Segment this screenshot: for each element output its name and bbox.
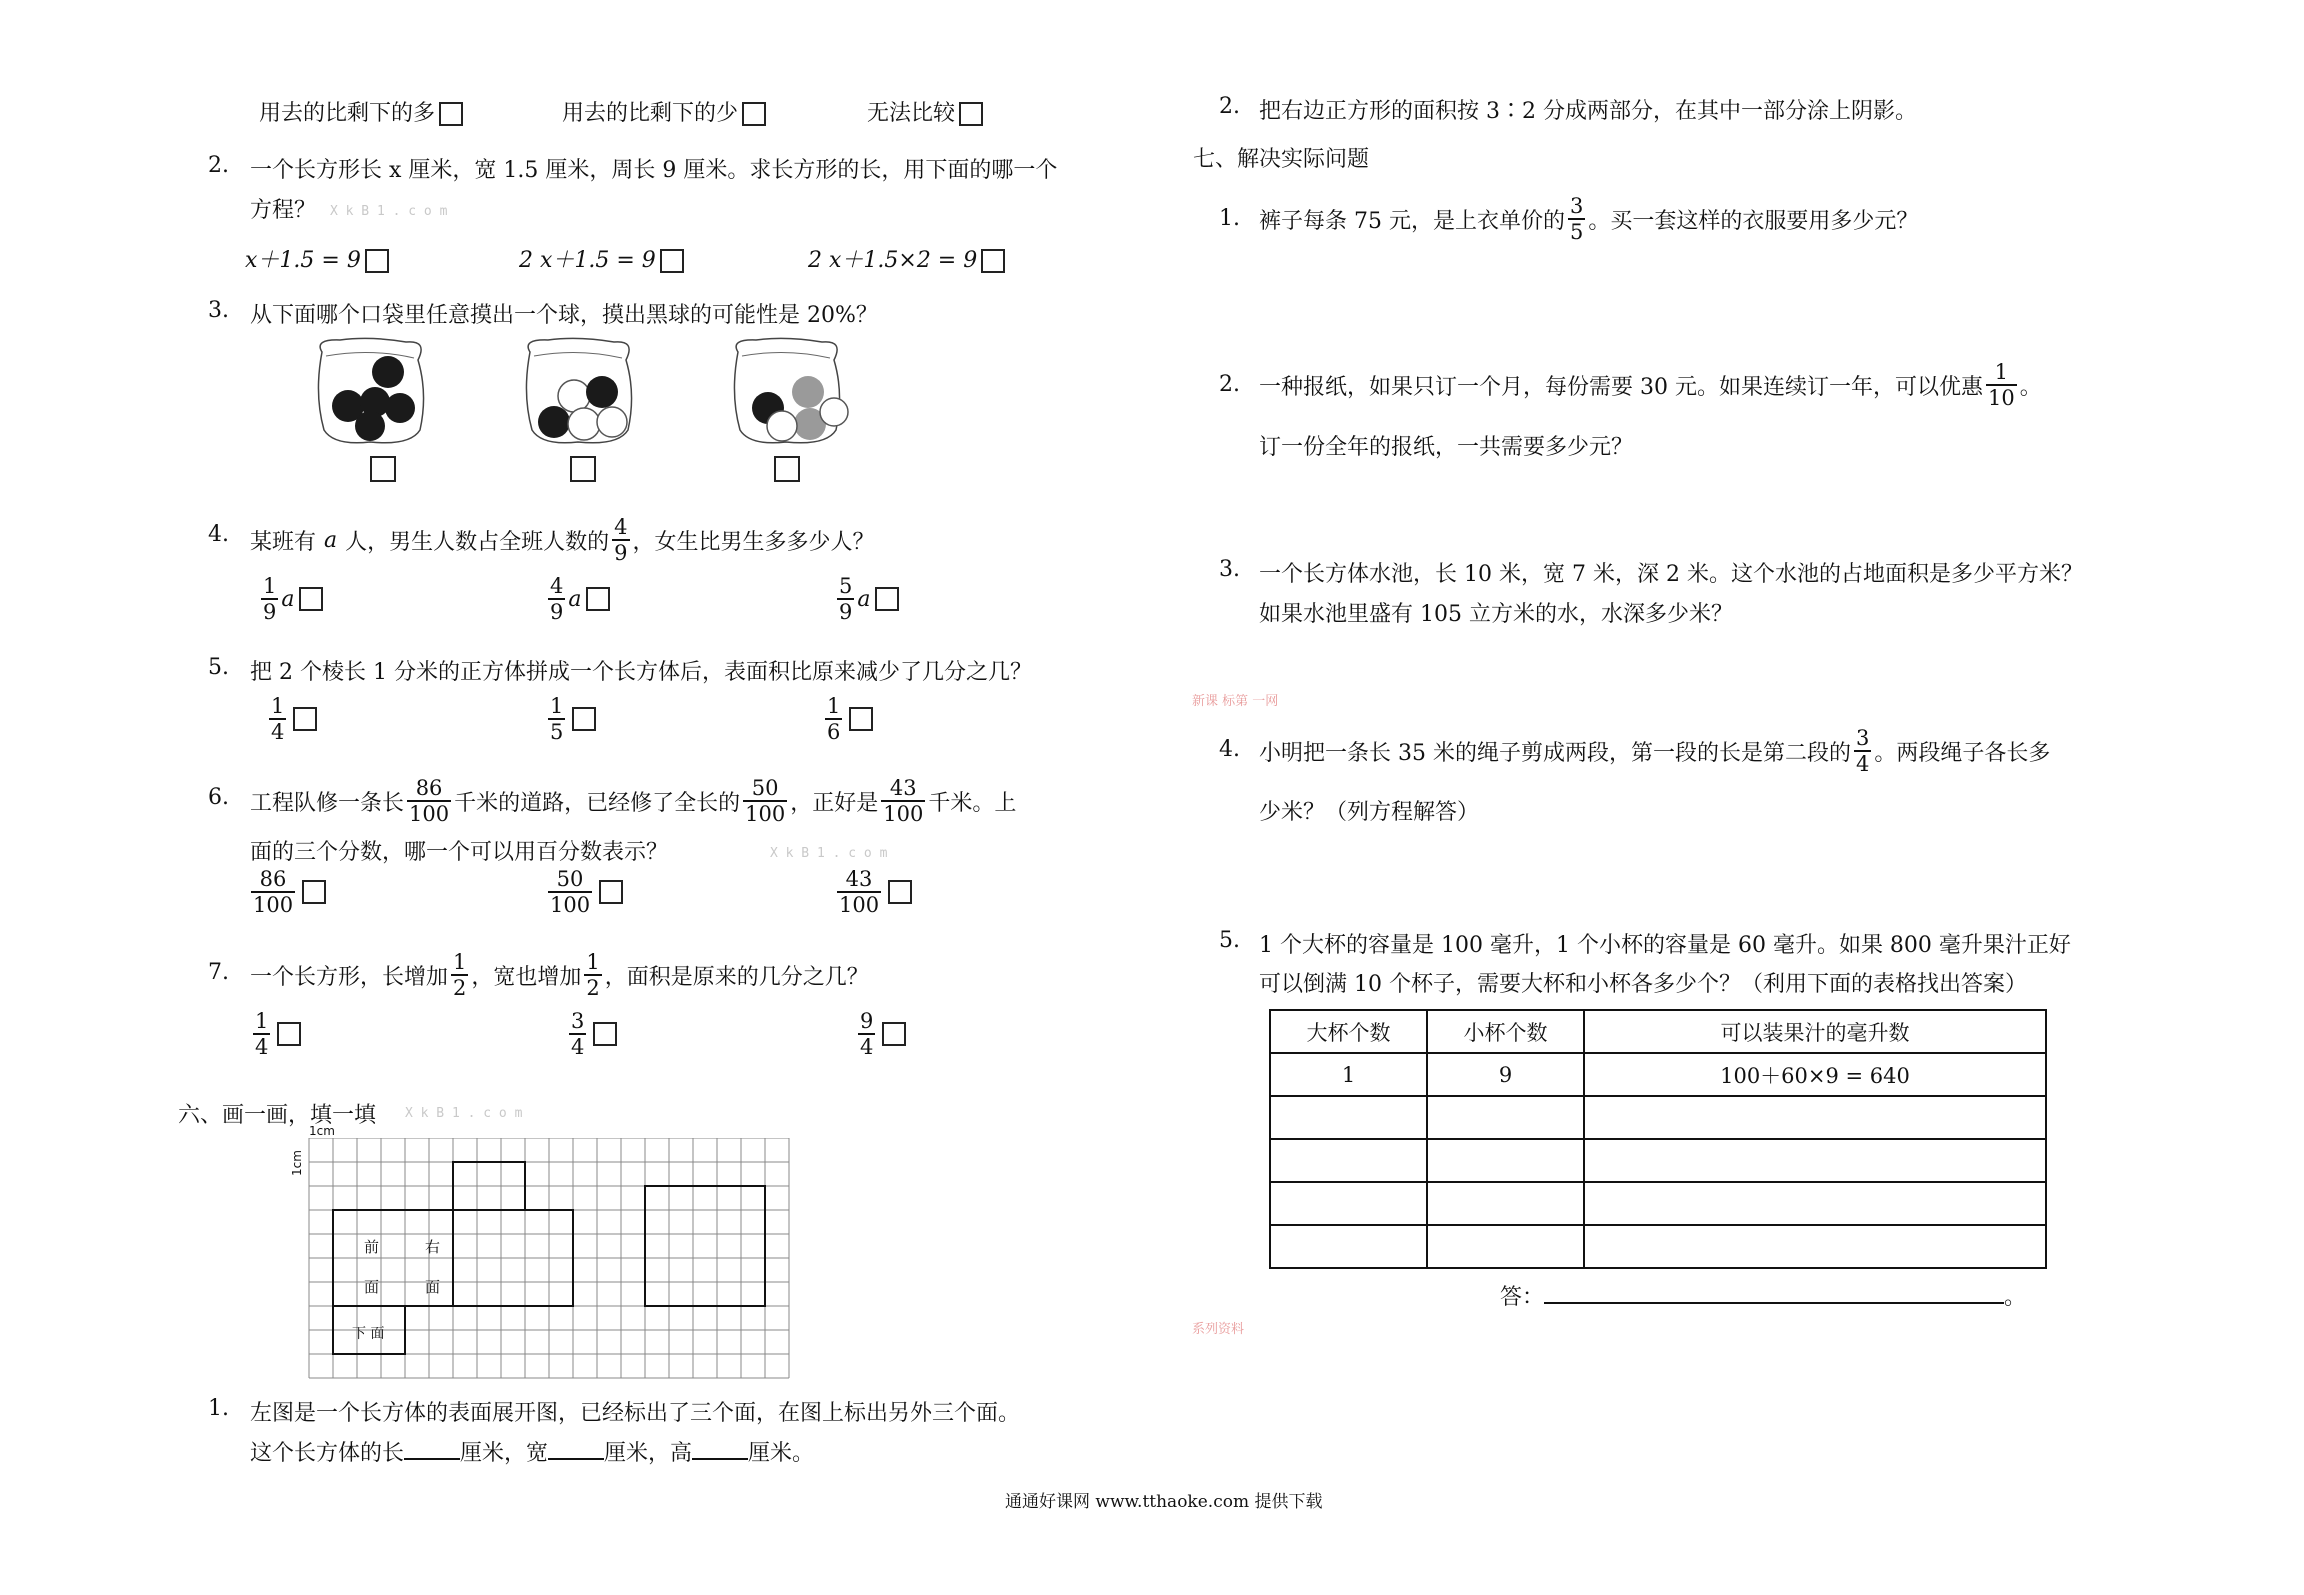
denominator: 4 xyxy=(255,1035,269,1060)
answer-blank[interactable] xyxy=(1544,1302,2004,1304)
bag-1 xyxy=(318,338,423,442)
numerator: 1 xyxy=(550,694,564,718)
s6-q1-text: 左图是一个长方体的表面展开图，已经标出了三个面，在图上标出另外三个面。 xyxy=(250,1401,1021,1426)
numerator: 43 xyxy=(845,867,873,891)
fraction xyxy=(612,516,629,564)
text-run: 千米的道路，已经修了全长的 xyxy=(454,790,741,816)
top-choice-3 xyxy=(867,96,983,127)
blank-height[interactable] xyxy=(692,1458,748,1460)
answer-box[interactable] xyxy=(586,587,610,611)
answer-box[interactable] xyxy=(742,102,766,126)
watermark-mid: 新课 标第 一网 xyxy=(1192,694,1279,709)
q7-option-1 xyxy=(250,1010,301,1058)
q6-option-2 xyxy=(545,868,623,916)
table-cell: 1 xyxy=(1270,1053,1427,1096)
table-cell[interactable] xyxy=(1427,1182,1584,1225)
grid-unit-label-h: 1cm xyxy=(309,1124,335,1138)
option-label: x＋1.5 = 9 xyxy=(245,248,361,273)
q7-option-2 xyxy=(566,1010,617,1058)
text-run: 厘米，高 xyxy=(604,1441,693,1466)
p3-number: 3. xyxy=(1219,557,1240,582)
denominator: 100 xyxy=(409,802,450,826)
numerator: 50 xyxy=(751,775,779,800)
table-row xyxy=(1270,1139,2046,1182)
top-choice-2 xyxy=(562,96,766,127)
p1-number: 1. xyxy=(1219,206,1240,231)
top-choice-1 xyxy=(259,96,463,127)
numerator: 1 xyxy=(1994,359,2009,384)
text-run: 这个长方体的长 xyxy=(250,1441,405,1466)
numerator: 1 xyxy=(586,949,600,974)
p5-text: 1 个大杯的容量是 100 毫升，1 个小杯的容量是 60 毫升。如果 800 毫升果汁正好 xyxy=(1259,933,2071,958)
s6-q1-text-line2 xyxy=(250,1436,814,1467)
q3-text: 从下面哪个口袋里任意摸出一个球，摸出黑球的可能性是 20%？ xyxy=(250,303,878,328)
face-label-side: 面 xyxy=(425,1278,441,1296)
numerator: 9 xyxy=(860,1009,874,1033)
table-row xyxy=(1270,1053,2046,1096)
answer-box[interactable] xyxy=(882,1022,906,1046)
variable: a xyxy=(568,586,582,612)
q6-option-3 xyxy=(834,868,912,916)
table-cell[interactable] xyxy=(1270,1139,1427,1182)
text-run: ，面积是原来的几分之几？ xyxy=(604,964,869,990)
p1-text xyxy=(1259,188,1918,250)
p3-text-line2: 如果水池里盛有 105 立方米的水，水深多少米？ xyxy=(1259,602,1733,627)
denominator: 10 xyxy=(1987,386,2015,410)
face-label-right: 右 xyxy=(425,1238,441,1256)
answer-label: 答： xyxy=(1500,1285,1545,1310)
numerator: 3 xyxy=(1855,725,1870,750)
text-run: 小明把一条长 35 米的绳子剪成两段，第一段的长是第二段的 xyxy=(1259,740,1851,766)
q4-option-1 xyxy=(258,575,323,623)
denominator: 5 xyxy=(550,720,564,745)
q6-text-line2: 面的三个分数，哪一个可以用百分数表示？ xyxy=(250,840,669,865)
face-label-bottom: 下 面 xyxy=(352,1326,385,1342)
q7-number: 7. xyxy=(208,960,229,985)
q4-number: 4. xyxy=(208,522,229,547)
watermark: X k B 1 . c o m xyxy=(405,1106,523,1121)
denominator: 4 xyxy=(1855,752,1870,776)
q2-text-line2: 方程？ xyxy=(250,198,317,223)
answer-box[interactable] xyxy=(888,880,912,904)
text-run: 。 xyxy=(2019,374,2042,400)
target-square xyxy=(645,1186,765,1306)
q7-text xyxy=(250,944,869,1006)
table-row xyxy=(1270,1096,2046,1139)
answer-box[interactable] xyxy=(293,707,317,731)
answer-box[interactable] xyxy=(593,1022,617,1046)
text-run: ，宽也增加 xyxy=(471,964,582,990)
denominator: 4 xyxy=(860,1035,874,1060)
denominator: 4 xyxy=(271,720,285,745)
numerator: 1 xyxy=(263,574,277,598)
answer-box[interactable] xyxy=(660,249,684,273)
table-header: 小杯个数 xyxy=(1427,1010,1584,1053)
text-run: 。 xyxy=(2004,1285,2027,1310)
q4-option-3 xyxy=(834,575,899,623)
option-label: 2 x＋1.5 = 9 xyxy=(519,248,656,273)
table-header: 可以装果汁的毫升数 xyxy=(1584,1010,2046,1053)
choice-label: 用去的比剩下的少 xyxy=(562,101,739,126)
denominator: 4 xyxy=(571,1035,585,1060)
answer-box[interactable] xyxy=(365,249,389,273)
choice-label: 用去的比剩下的多 xyxy=(259,101,436,126)
text-run: 。两段绳子各长多 xyxy=(1874,740,2051,766)
bag-3-answer-box[interactable] xyxy=(774,456,800,482)
bag-2-answer-box[interactable] xyxy=(570,456,596,482)
watermark-low: 系列资料 xyxy=(1192,1322,1245,1337)
table-cell[interactable] xyxy=(1584,1182,2046,1225)
table-cell[interactable] xyxy=(1584,1096,2046,1139)
table-cell[interactable] xyxy=(1270,1096,1427,1139)
table-cell[interactable] xyxy=(1584,1225,2046,1268)
cup-table xyxy=(1269,1009,2047,1269)
text-run: ，女生比男生多多少人？ xyxy=(632,529,875,555)
denominator: 100 xyxy=(253,893,294,918)
answer-line xyxy=(1500,1280,2026,1311)
numerator: 3 xyxy=(1569,193,1584,218)
p4-text xyxy=(1259,720,2050,782)
numerator: 1 xyxy=(453,949,467,974)
text-run: 千米。上 xyxy=(928,790,1017,816)
q2-option-3 xyxy=(808,243,1005,274)
answer-box[interactable] xyxy=(299,587,323,611)
variable: a xyxy=(857,586,871,612)
denominator: 100 xyxy=(883,802,924,826)
denominator: 100 xyxy=(745,802,786,826)
answer-box[interactable] xyxy=(959,102,983,126)
p5-text-line2: 可以倒满 10 个杯子，需要大杯和小杯各多少个？（利用下面的表格找出答案） xyxy=(1259,972,2027,997)
table-header: 大杯个数 xyxy=(1270,1010,1427,1053)
q5-option-3 xyxy=(822,695,873,743)
numerator: 1 xyxy=(271,694,285,718)
numerator: 4 xyxy=(614,514,628,539)
table-cell[interactable] xyxy=(1270,1225,1427,1268)
q5-text: 把 2 个棱长 1 分米的正方体拼成一个长方体后，表面积比原来减少了几分之几？ xyxy=(250,660,1032,685)
denominator: 6 xyxy=(827,720,841,745)
blank-length[interactable] xyxy=(404,1458,460,1460)
option-label: 2 x＋1.5×2 = 9 xyxy=(808,248,978,273)
numerator: 50 xyxy=(556,867,584,891)
watermark: X k B 1 . c o m xyxy=(770,846,888,861)
section-6-title: 六、画一画，填一填 xyxy=(178,1103,377,1128)
p4-number: 4. xyxy=(1219,737,1240,762)
answer-box[interactable] xyxy=(981,249,1005,273)
blank-width[interactable] xyxy=(548,1458,604,1460)
denominator: 9 xyxy=(263,600,277,625)
s6-q1-number: 1. xyxy=(208,1396,229,1421)
text-run: 厘米，宽 xyxy=(460,1441,549,1466)
bags-illustration xyxy=(310,334,850,454)
table-cell[interactable] xyxy=(1427,1139,1584,1182)
table-row xyxy=(1270,1225,2046,1268)
text-run: 某班有 xyxy=(250,529,317,555)
q6-option-1 xyxy=(248,868,326,916)
denominator: 100 xyxy=(550,893,591,918)
answer-box[interactable] xyxy=(439,102,463,126)
numerator: 4 xyxy=(550,574,564,598)
text-run: 厘米。 xyxy=(748,1441,815,1466)
numerator: 3 xyxy=(571,1009,585,1033)
answer-box[interactable] xyxy=(849,707,873,731)
page-footer: 通通好课网 www.tthaoke.com 提供下载 xyxy=(1005,1492,1323,1512)
text-run: 人，男生人数占全班人数的 xyxy=(345,529,610,555)
r-q2-text: 把右边正方形的面积按 3∶2 分成两部分，在其中一部分涂上阴影。 xyxy=(1259,99,1917,124)
numerator: 43 xyxy=(889,775,917,800)
table-cell[interactable] xyxy=(1584,1139,2046,1182)
table-cell: 9 xyxy=(1427,1053,1584,1096)
grid-unit-label-v: 1cm xyxy=(289,1150,304,1176)
q5-number: 5. xyxy=(208,655,229,680)
q4-option-2 xyxy=(545,575,610,623)
table-cell[interactable] xyxy=(1427,1096,1584,1139)
denominator: 9 xyxy=(839,600,853,625)
q2-option-1 xyxy=(245,243,389,274)
p4-text-line2: 少米？（列方程解答） xyxy=(1259,800,1480,825)
q4-text xyxy=(250,510,875,570)
denominator: 9 xyxy=(614,541,628,565)
answer-box[interactable] xyxy=(599,880,623,904)
denominator: 5 xyxy=(1569,220,1584,244)
q7-option-3 xyxy=(855,1010,906,1058)
text-run: ，正好是 xyxy=(790,790,879,816)
watermark: X k B 1 . c o m xyxy=(330,204,448,219)
p5-number: 5. xyxy=(1219,928,1240,953)
face-label-front: 前 xyxy=(364,1238,380,1256)
denominator: 9 xyxy=(550,600,564,625)
q2-option-2 xyxy=(519,243,684,274)
p2-text-line2: 订一份全年的报纸，一共需要多少元？ xyxy=(1259,435,1634,460)
net-grid xyxy=(305,1138,793,1390)
numerator: 1 xyxy=(255,1009,269,1033)
text-run: 。买一套这样的衣服要用多少元？ xyxy=(1588,208,1919,234)
table-cell[interactable] xyxy=(1427,1225,1584,1268)
variable: a xyxy=(281,586,295,612)
text-run: 工程队修一条长 xyxy=(250,790,405,816)
text-run: 裤子每条 75 元，是上衣单价的 xyxy=(1259,208,1565,234)
table-header-row xyxy=(1270,1010,2046,1053)
numerator: 86 xyxy=(259,867,287,891)
variable: a xyxy=(324,527,338,553)
numerator: 1 xyxy=(827,694,841,718)
q3-number: 3. xyxy=(208,298,229,323)
face-label-top: 面 xyxy=(364,1278,380,1296)
q2-number: 2. xyxy=(208,153,229,178)
section-7-title: 七、解决实际问题 xyxy=(1193,147,1370,172)
table-row xyxy=(1270,1182,2046,1225)
text-run: 一种报纸，如果只订一个月，每份需要 30 元。如果连续订一年，可以优惠 xyxy=(1259,374,1983,400)
denominator: 2 xyxy=(453,976,467,1000)
numerator: 86 xyxy=(415,775,443,800)
numerator: 5 xyxy=(839,574,853,598)
answer-box[interactable] xyxy=(277,1022,301,1046)
table-cell[interactable] xyxy=(1270,1182,1427,1225)
q5-option-1 xyxy=(266,695,317,743)
answer-box[interactable] xyxy=(572,707,596,731)
denominator: 2 xyxy=(586,976,600,1000)
q5-option-2 xyxy=(545,695,596,743)
p2-number: 2. xyxy=(1219,372,1240,397)
p3-text: 一个长方体水池，长 10 米，宽 7 米，深 2 米。这个水池的占地面积是多少平方米？ xyxy=(1259,562,2083,587)
table-cell: 100＋60×9 = 640 xyxy=(1584,1053,2046,1096)
q2-text: 一个长方形长 x 厘米，宽 1.5 厘米，周长 9 厘米。求长方形的长，用下面的哪一个 xyxy=(250,158,1058,183)
r-q2-number: 2. xyxy=(1219,94,1240,119)
denominator: 100 xyxy=(839,893,880,918)
p2-text xyxy=(1259,354,2042,416)
bag-3 xyxy=(734,338,848,442)
text-run: 一个长方形，长增加 xyxy=(250,964,449,990)
q6-text xyxy=(250,770,1016,832)
answer-box[interactable] xyxy=(302,880,326,904)
q6-number: 6. xyxy=(208,785,229,810)
bag-1-answer-box[interactable] xyxy=(370,456,396,482)
answer-box[interactable] xyxy=(875,587,899,611)
choice-label: 无法比较 xyxy=(867,101,956,126)
bag-2 xyxy=(526,338,631,442)
